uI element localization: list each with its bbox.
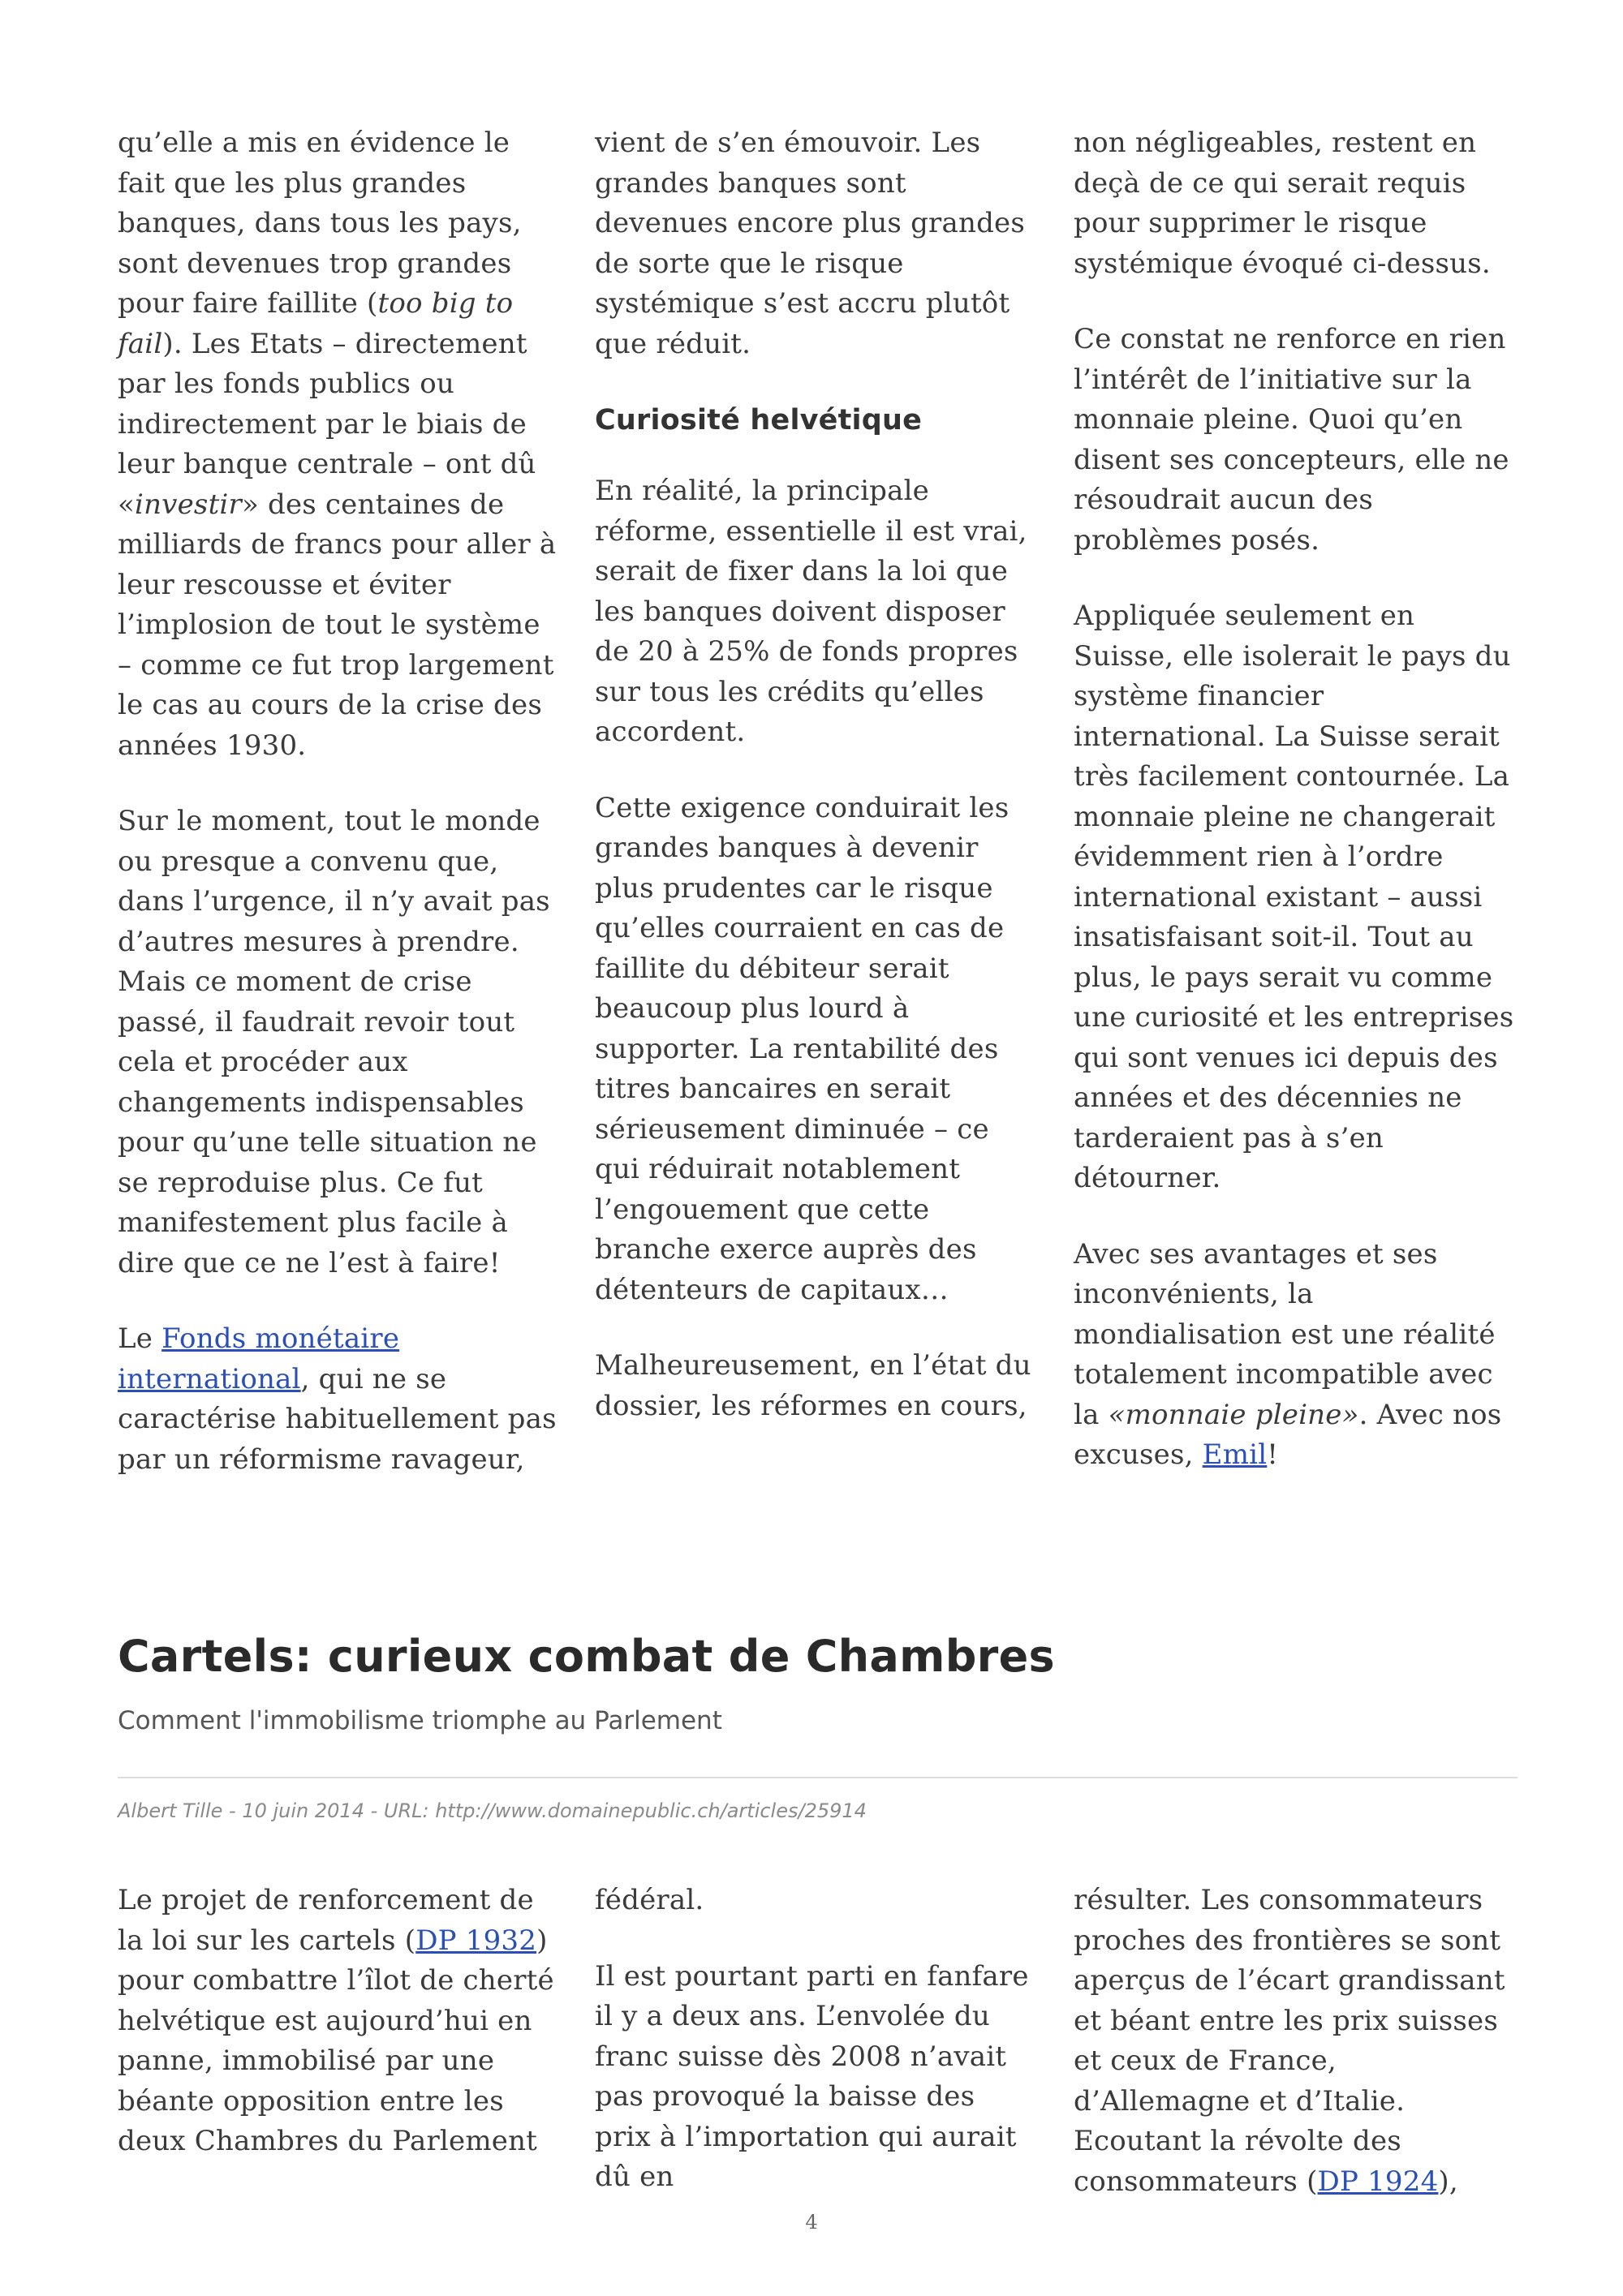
article2-column-1 [118,1881,560,2162]
emphasis: too big to fail [118,287,514,360]
paragraph: Il est pourtant parti en fanfare il y a deux ans. L’envolée du franc suisse dès 2008 n’avait pas provoqué la baisse des prix à l’importation qui aurait dû en [595,1959,1029,2193]
emphasis: «monnaie pleine» [1108,1398,1359,1431]
paragraph: Cette exigence conduirait les grandes banques à devenir plus prudentes car le risque qu’elles courraient en cas de faillite du débiteur serait beaucoup plus lourd à supporter. La rentabilité des titres bancaires en serait sérieusement diminuée – ce qui réduirait notablement l’engouement que cette branche exerce auprès des détenteurs de capitaux… [595,791,1010,1306]
imf-link[interactable]: Fonds monétaire international [118,1322,400,1395]
text: ) pour combattre l’îlot de cherté helvétique est aujourd’hui en panne, immobilisé par une béante opposition entre les deux Chambres du Parlement [118,1924,554,2157]
article-byline: Albert Tille - 10 juin 2014 - URL: http://www.domainepublic.ch/articles/25914 [118,1799,867,1822]
article2-column-3 [1074,1881,1516,2202]
emil-link[interactable]: Emil [1202,1438,1268,1471]
paragraph [1074,1881,1516,2202]
section-subheading: Curiosité helvétique [595,404,923,436]
text: résulter. Les consommateurs proches des frontières se sont aperçus de l’écart grandissant et béant entre les prix suisses et ceux de France, d’Allemagne et d’Italie. Ecoutant la révolte des consommateurs ( [1074,1884,1505,2198]
article1-column-1 [118,123,560,1480]
text: qu’elle a mis en évidence le fait que les plus grandes banques, dans tous les pays, sont devenues trop grandes pour faire faillite ( [118,127,522,320]
dp-1932-link[interactable]: DP 1932 [415,1924,537,1957]
divider [118,1777,1518,1778]
paragraph: Malheureusement, en l’état du dossier, les réformes en cours, [595,1349,1031,1422]
article-subtitle: Comment l'immobilisme triomphe au Parlement [118,1706,722,1735]
text: ). Les Etats – directement par les fonds publics ou indirectement par le biais de leur banque centrale – ont dû « [118,327,536,521]
text: ), [1438,2165,1458,2198]
paragraph: fédéral. [595,1884,704,1916]
text: Le [118,1322,162,1355]
article1-column-3 [1074,123,1516,1476]
paragraph: vient de s’en émouvoir. Les grandes banques sont devenues encore plus grandes de sorte que le risque systémique s’est accru plutôt que réduit. [595,127,1026,360]
paragraph [1074,1235,1516,1476]
text: . Avec nos excuses, [1074,1398,1502,1471]
text: ! [1267,1438,1279,1471]
paragraph [118,123,560,766]
article1-column-2 [595,123,1037,1426]
emphasis: investir [135,488,242,521]
dp-1924-link[interactable]: DP 1924 [1317,2165,1439,2198]
text: » des centaines de milliards de francs pour aller à leur rescousse et éviter l’implosion de tout le système – comme ce fut trop largement le cas au cours de la crise des années 1930. [118,488,557,762]
text: Le projet de renforcement de la loi sur les cartels ( [118,1884,534,1957]
paragraph [118,1881,560,2162]
paragraph: non négligeables, restent en deçà de ce qui serait requis pour supprimer le risque systémique évoqué ci-dessus. [1074,127,1491,280]
paragraph: Appliquée seulement en Suisse, elle isolerait le pays du système financier international. La Suisse serait très facilement contournée. La monnaie pleine ne changerait évidemment rien à l’ordre international existant – aussi insatisfaisant soit-il. Tout au plus, le pays serait vu comme une curiosité et les entreprises qui sont venues ici depuis des années et des décennies ne tarderaient pas à s’en détourner. [1074,600,1514,1194]
text: Avec ses avantages et ses inconvénients, la mondialisation est une réalité totalement incompatible avec la [1074,1237,1496,1431]
article2-column-2 [595,1881,1037,2198]
paragraph [118,1319,560,1480]
page-number: 4 [805,2211,818,2234]
paragraph: En réalité, la principale réforme, essentielle il est vrai, serait de fixer dans la loi que les banques doivent disposer de 20 à 25% de fonds propres sur tous les crédits qu’elles accordent. [595,475,1027,748]
paragraph: Ce constat ne renforce en rien l’intérêt de l’initiative sur la monnaie pleine. Quoi qu’en disent ses concepteurs, elle ne résoudrait aucun des problèmes posés. [1074,323,1509,557]
text: , qui ne se caractérise habituellement pas par un réformisme ravageur, [118,1362,557,1476]
article-title: Cartels: curieux combat de Chambres [118,1631,1055,1682]
paragraph: Sur le moment, tout le monde ou presque a convenu que, dans l’urgence, il n’y avait pas d’autres mesures à prendre. Mais ce moment de crise passé, il faudrait revoir tout cela et procéder aux changements indispensables pour qu’une telle situation ne se reproduise plus. Ce fut manifestement plus facile à dire que ce ne l’est à faire! [118,805,550,1279]
